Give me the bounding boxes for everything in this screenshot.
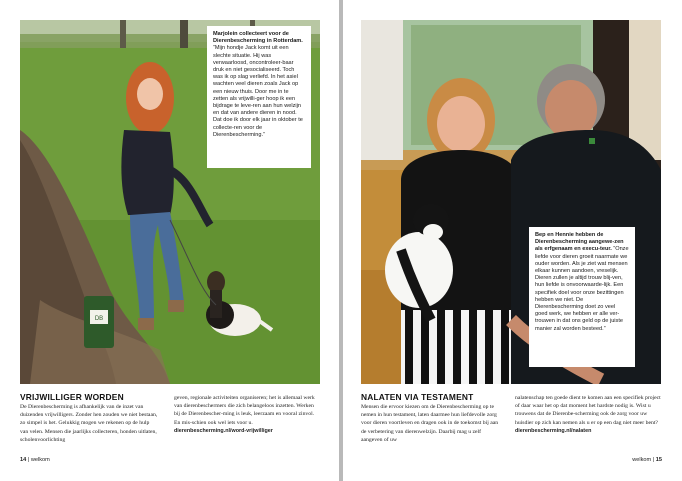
right-page-number: 15 bbox=[655, 457, 662, 463]
legacy-body-text: nalatenschap ten goede dient te komen aan een specifiek project of daar waar het op dat moment het hardste nodig is. Wist u trouwens dat de Dierenbe-scherming ook de zorg voor uw huisdier op zich kan nemen als u er op een dag niet meer bent? bbox=[515, 395, 661, 426]
volunteer-body-text: geven, regionale activiteiten organiseren; het is allemaal werk van dierenbeschermers die zich belangeloos inzetten. Werken bij de Dierenbescher-ming is leuk, leerzaam en vooral zinvol. En mis-schien ook wel iets voor u. bbox=[174, 395, 315, 426]
legacy-quote-lead: Bep en Hennie hebben de Dierenbescherming aangewe-zen als erfgenaam en execu-teur. bbox=[535, 232, 624, 253]
legacy-body-column-2 bbox=[515, 394, 663, 435]
volunteer-body-column-1: De Dierenbescherming is afhankelijk van de inzet van duizenden vrijwilligers. Zonder hen zouden we niet bestaan, zo simpel is het. Gelukkig mogen we rekenen op de hulp van velen. Mensen die jaarlijks collecteren, honden uitlaten, scholenvoorlichting bbox=[20, 404, 158, 443]
legacy-link[interactable]: dierenbescherming.nl/nalaten bbox=[515, 427, 592, 434]
right-folio: welkom | 15 bbox=[632, 457, 662, 463]
legacy-body-column-1: Mensen die ervoor kiezen om de Dierenbescherming op te nemen in hun testament, laten daarmee hun liefdevolle zorg voor dieren voortleven en dragen ook in de toekomst bij aan de verbetering van dierenwelzijn. Daarbij mag u zelf aangeven of uw bbox=[361, 404, 499, 443]
striped-trousers bbox=[401, 310, 521, 384]
right-page bbox=[343, 0, 682, 481]
volunteer-quote-text: “Mijn hondje Jack komt uit een slechte situatie. Hij was verwaarloosd, oncontroleer-baar druk en niet gesocialiseerd. Toch was ik op slag verliefd. In het asiel wachten veel dieren zoals Jack op een nieuw thuis. Door me in te zetten als vrijwilli-ger hoop ik een bijdrage te leve-ren aan hun welzijn en dat van andere dieren in nood. Dat doe ik door elk jaar in oktober te collecte-ren voor de Dierenbescherming.” bbox=[213, 45, 303, 138]
volunteer-quote-lead: Marjolein collecteert voor de Dierenbescherming in Rotterdam. bbox=[213, 31, 303, 45]
left-folio: 14 | welkom bbox=[20, 457, 50, 463]
left-page-number: 14 bbox=[20, 457, 27, 463]
volunteer-body-column-2 bbox=[174, 394, 320, 435]
collection-bin-label: DB bbox=[94, 316, 104, 322]
legacy-quote-box bbox=[529, 227, 635, 367]
volunteer-link[interactable]: dierenbescherming.nl/word-vrijwilliger bbox=[174, 427, 273, 434]
volunteer-quote-box bbox=[207, 26, 311, 168]
right-section-label: welkom bbox=[632, 457, 652, 463]
volunteer-heading: VRIJWILLIGER WORDEN bbox=[20, 392, 124, 402]
left-section-label: welkom bbox=[30, 457, 50, 463]
left-page bbox=[0, 0, 339, 481]
legacy-heading: NALATEN VIA TESTAMENT bbox=[361, 392, 474, 402]
legacy-quote-text: “Onze liefde voor dieren groeit naarmate we ouder worden. Als je ziet wat mensen elkaar kunnen aandoen, vreselijk. Dieren zullen je altijd trouw blij-ven, hun liefde is onvoorwaarde-lijk. Een specifiek doel voor onze bezittingen hebben we niet. De Dierenbescherming doet zo veel goed werk, we hebben er alle ver-trouwen in dat ons geld op de juiste manier zal worden besteed.” bbox=[535, 246, 629, 332]
